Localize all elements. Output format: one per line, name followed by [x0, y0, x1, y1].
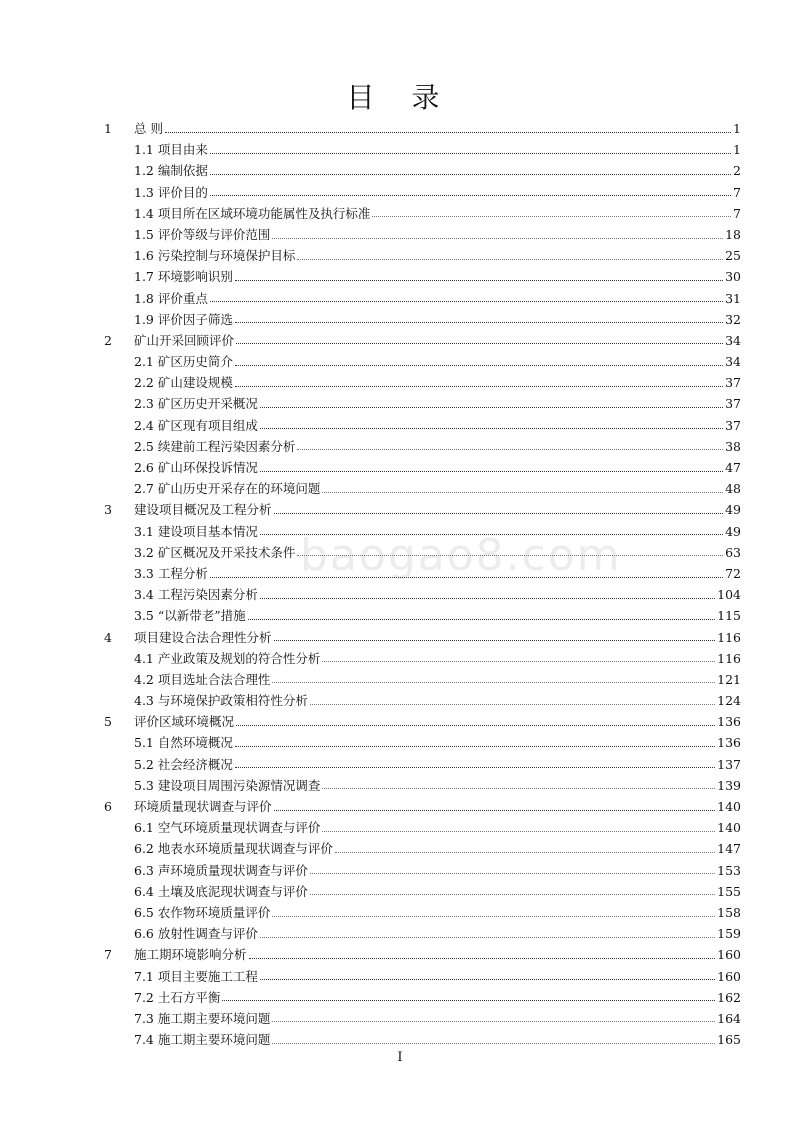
toc-entry-label: 1.6 污染控制与环境保护目标 — [134, 248, 296, 264]
toc-dot-leader — [297, 554, 723, 556]
toc-page-number: 147 — [717, 841, 741, 857]
toc-dot-leader — [210, 576, 723, 578]
toc-entry-label: 1.7 环境影响识别 — [134, 269, 233, 285]
toc-dot-leader — [372, 215, 731, 217]
table-of-contents — [104, 118, 741, 1050]
toc-dot-leader — [260, 978, 715, 980]
toc-page-number: 160 — [717, 947, 741, 963]
toc-dot-leader — [272, 1020, 715, 1022]
toc-entry-label: 矿山开采回顾评价 — [134, 332, 235, 348]
toc-entry[interactable] — [104, 690, 741, 711]
toc-chapter-number: 5 — [104, 714, 112, 730]
toc-page-number: 116 — [717, 650, 741, 666]
toc-entry[interactable] — [104, 266, 741, 287]
toc-dot-leader — [260, 936, 715, 938]
toc-dot-leader — [272, 1042, 715, 1044]
toc-entry-label: 1.8 评价重点 — [134, 290, 208, 306]
toc-dot-leader — [235, 279, 723, 281]
toc-entry[interactable] — [104, 605, 741, 626]
toc-entry-label: 1.9 评价因子筛选 — [134, 311, 233, 327]
toc-page-number: 34 — [725, 354, 741, 370]
toc-page-number: 116 — [717, 629, 741, 645]
toc-entry-label: 环境质量现状调查与评价 — [134, 799, 272, 814]
toc-entry[interactable] — [104, 627, 741, 648]
toc-dot-leader — [235, 745, 715, 747]
toc-page-number: 34 — [725, 332, 741, 348]
toc-page-number: 160 — [717, 968, 741, 984]
toc-page-number: 32 — [725, 311, 741, 327]
toc-dot-leader — [297, 258, 723, 260]
toc-entry-label: 4.2 项目选址合法合理性 — [134, 671, 271, 687]
toc-entry[interactable] — [104, 415, 741, 436]
toc-page-number: 158 — [717, 904, 741, 920]
toc-entry[interactable] — [104, 330, 741, 351]
toc-entry[interactable] — [104, 987, 741, 1008]
toc-page-number: 153 — [717, 862, 741, 878]
toc-page-number: 72 — [725, 565, 741, 581]
toc-entry-label: 2.5 续建前工程污染因素分析 — [134, 438, 296, 454]
toc-page-number: 162 — [717, 989, 741, 1005]
toc-dot-leader — [248, 618, 716, 620]
toc-entry-label: 2.1 矿区历史简介 — [134, 354, 233, 370]
toc-dot-leader — [165, 131, 731, 133]
toc-entry[interactable] — [104, 584, 741, 605]
toc-chapter-number: 6 — [104, 799, 112, 814]
toc-dot-leader — [210, 173, 731, 175]
toc-entry-label: 6.1 空气环境质量现状调查与评价 — [134, 820, 321, 836]
toc-page-number: 1 — [733, 121, 741, 136]
toc-entry[interactable] — [104, 711, 741, 732]
toc-page-number: 25 — [725, 248, 741, 264]
toc-chapter-number: 3 — [104, 502, 112, 518]
toc-entry-label: 1.3 评价目的 — [134, 184, 208, 200]
toc-dot-leader — [322, 830, 715, 832]
toc-entry-label: 2.7 矿山历史开采存在的环境问题 — [134, 481, 321, 497]
toc-entry[interactable] — [104, 351, 741, 372]
toc-chapter-number: 4 — [104, 629, 112, 645]
toc-page-number: 49 — [725, 502, 741, 518]
toc-entry-label: 3.3 工程分析 — [134, 565, 208, 581]
toc-page-number: 136 — [717, 735, 741, 751]
toc-dot-leader — [210, 194, 731, 196]
toc-page-number: 38 — [725, 438, 741, 454]
toc-dot-leader — [297, 448, 723, 450]
toc-entry[interactable] — [104, 203, 741, 224]
toc-entry[interactable] — [104, 796, 741, 817]
toc-page-number: 30 — [725, 269, 741, 285]
toc-entry[interactable] — [104, 775, 741, 796]
toc-dot-leader — [235, 385, 723, 387]
toc-dot-leader — [335, 851, 715, 853]
toc-entry-label: 项目建设合法合理性分析 — [134, 629, 272, 645]
toc-entry[interactable] — [104, 860, 741, 881]
toc-entry-label: 3.5 “以新带老”措施 — [134, 608, 246, 624]
toc-entry-label: 1.1 项目由来 — [134, 142, 208, 158]
toc-dot-leader — [274, 512, 724, 514]
toc-entry-label: 2.4 矿区现有项目组成 — [134, 417, 258, 433]
toc-entry-label: 7.3 施工期主要环境问题 — [134, 1010, 271, 1026]
toc-dot-leader — [260, 427, 723, 429]
toc-entry[interactable] — [104, 881, 741, 902]
toc-page-number: 47 — [725, 460, 741, 475]
toc-page-number: 49 — [725, 523, 741, 539]
toc-entry-label: 4.3 与环境保护政策相符性分析 — [134, 693, 308, 709]
toc-dot-leader — [274, 809, 716, 811]
toc-entry[interactable] — [104, 457, 741, 478]
toc-dot-leader — [235, 321, 723, 323]
toc-page-number: 2 — [733, 163, 741, 179]
toc-page-number: 155 — [717, 883, 741, 899]
toc-entry-label: 评价区域环境概况 — [134, 714, 235, 730]
watermark: baogao8.com — [300, 530, 622, 581]
page-title: 目 录 — [346, 81, 454, 114]
toc-page-number: 48 — [725, 481, 741, 497]
toc-entry[interactable] — [104, 1008, 741, 1029]
toc-dot-leader — [260, 470, 723, 472]
toc-entry[interactable] — [104, 754, 741, 775]
toc-entry-label: 1.2 编制依据 — [134, 163, 208, 179]
toc-page-number: 140 — [717, 820, 741, 836]
toc-dot-leader — [322, 491, 723, 493]
toc-page-number: 7 — [733, 184, 741, 200]
toc-entry[interactable] — [104, 732, 741, 753]
toc-page-number: 63 — [725, 544, 741, 560]
toc-entry-label: 3.1 建设项目基本情况 — [134, 523, 258, 539]
toc-entry[interactable] — [104, 1029, 741, 1050]
toc-dot-leader — [272, 681, 715, 683]
toc-page-number: 37 — [725, 396, 741, 412]
toc-entry[interactable] — [104, 393, 741, 414]
toc-dot-leader — [210, 300, 723, 302]
toc-entry-label: 7.1 项目主要施工工程 — [134, 968, 258, 984]
toc-dot-leader — [272, 915, 715, 917]
toc-page-number: 164 — [717, 1010, 741, 1026]
toc-page-number: 159 — [717, 926, 741, 942]
toc-entry-label: 2.6 矿山环保投诉情况 — [134, 460, 258, 475]
toc-page-number: 121 — [717, 671, 741, 687]
toc-entry-label: 5.3 建设项目周围污染源情况调查 — [134, 777, 321, 793]
toc-page-number: 115 — [717, 608, 741, 624]
toc-entry[interactable] — [104, 224, 741, 245]
toc-entry[interactable] — [104, 478, 741, 499]
toc-entry-label: 6.6 放射性调查与评价 — [134, 926, 258, 942]
toc-entry[interactable] — [104, 902, 741, 923]
toc-dot-leader — [236, 342, 723, 344]
toc-entry-label: 5.1 自然环境概况 — [134, 735, 233, 751]
toc-dot-leader — [249, 957, 716, 959]
toc-entry[interactable] — [104, 542, 741, 563]
toc-entry-label: 1.5 评价等级与评价范围 — [134, 226, 271, 242]
toc-dot-leader — [222, 999, 715, 1001]
toc-page-number: 1 — [733, 142, 741, 158]
toc-dot-leader — [310, 872, 715, 874]
toc-entry-label: 7.4 施工期主要环境问题 — [134, 1032, 271, 1048]
toc-dot-leader — [322, 787, 715, 789]
toc-entry[interactable] — [104, 563, 741, 584]
toc-entry[interactable] — [104, 372, 741, 393]
toc-entry-label: 1.4 项目所在区域环境功能属性及执行标准 — [134, 205, 371, 221]
toc-chapter-number: 2 — [104, 332, 112, 348]
toc-entry[interactable] — [104, 669, 741, 690]
toc-entry[interactable] — [104, 944, 741, 965]
toc-page-number: 124 — [717, 693, 741, 709]
toc-dot-leader — [260, 597, 715, 599]
toc-page-number: 136 — [717, 714, 741, 730]
toc-entry[interactable] — [104, 309, 741, 330]
toc-entry-label: 5.2 社会经济概况 — [134, 756, 233, 772]
toc-chapter-number: 1 — [104, 121, 112, 136]
toc-entry-label: 施工期环境影响分析 — [134, 947, 247, 963]
toc-page-number: 165 — [717, 1032, 741, 1048]
toc-dot-leader — [235, 364, 723, 366]
toc-entry-label: 2.3 矿区历史开采概况 — [134, 396, 258, 412]
toc-dot-leader — [236, 724, 715, 726]
toc-entry[interactable] — [104, 817, 741, 838]
toc-entry-label: 3.4 工程污染因素分析 — [134, 587, 258, 603]
toc-page-number: 140 — [717, 799, 741, 814]
toc-entry-label: 建设项目概况及工程分析 — [134, 502, 272, 518]
toc-page-number: 139 — [717, 777, 741, 793]
toc-dot-leader — [310, 703, 715, 705]
toc-chapter-number: 7 — [104, 947, 112, 963]
toc-dot-leader — [210, 152, 731, 154]
toc-dot-leader — [235, 766, 715, 768]
toc-entry[interactable] — [104, 923, 741, 944]
toc-entry-label: 7.2 土石方平衡 — [134, 989, 221, 1005]
toc-entry-label: 2.2 矿山建设规模 — [134, 375, 233, 391]
toc-dot-leader — [310, 893, 715, 895]
toc-entry-label: 4.1 产业政策及规划的符合性分析 — [134, 650, 321, 666]
toc-page-number: 104 — [717, 587, 741, 603]
toc-entry[interactable] — [104, 118, 741, 139]
toc-entry[interactable] — [104, 245, 741, 266]
toc-entry[interactable] — [104, 436, 741, 457]
toc-dot-leader — [322, 660, 715, 662]
toc-page-number: 37 — [725, 375, 741, 391]
toc-entry[interactable] — [104, 182, 741, 203]
toc-entry[interactable] — [104, 288, 741, 309]
toc-page-number: 137 — [717, 756, 741, 772]
toc-dot-leader — [260, 533, 723, 535]
toc-dot-leader — [260, 406, 723, 408]
toc-entry-label: 3.2 矿区概况及开采技术条件 — [134, 544, 296, 560]
toc-entry-label: 6.3 声环境质量现状调查与评价 — [134, 862, 308, 878]
toc-dot-leader — [274, 639, 716, 641]
toc-page-number: 18 — [725, 226, 741, 242]
toc-entry[interactable] — [104, 521, 741, 542]
toc-entry[interactable] — [104, 139, 741, 160]
toc-entry-label: 6.4 土壤及底泥现状调查与评价 — [134, 883, 308, 899]
toc-entry[interactable] — [104, 966, 741, 987]
toc-entry-label: 总 则 — [134, 121, 163, 136]
toc-entry-label: 6.2 地表水环境质量现状调查与评价 — [134, 841, 333, 857]
toc-entry[interactable] — [104, 838, 741, 859]
page-number: I — [397, 1050, 403, 1065]
toc-page-number: 31 — [725, 290, 741, 306]
toc-page-number: 7 — [733, 205, 741, 221]
toc-dot-leader — [272, 237, 723, 239]
toc-page-number: 37 — [725, 417, 741, 433]
toc-entry[interactable] — [104, 648, 741, 669]
toc-entry[interactable] — [104, 499, 741, 520]
toc-entry[interactable] — [104, 160, 741, 181]
toc-entry-label: 6.5 农作物环境质量评价 — [134, 904, 271, 920]
